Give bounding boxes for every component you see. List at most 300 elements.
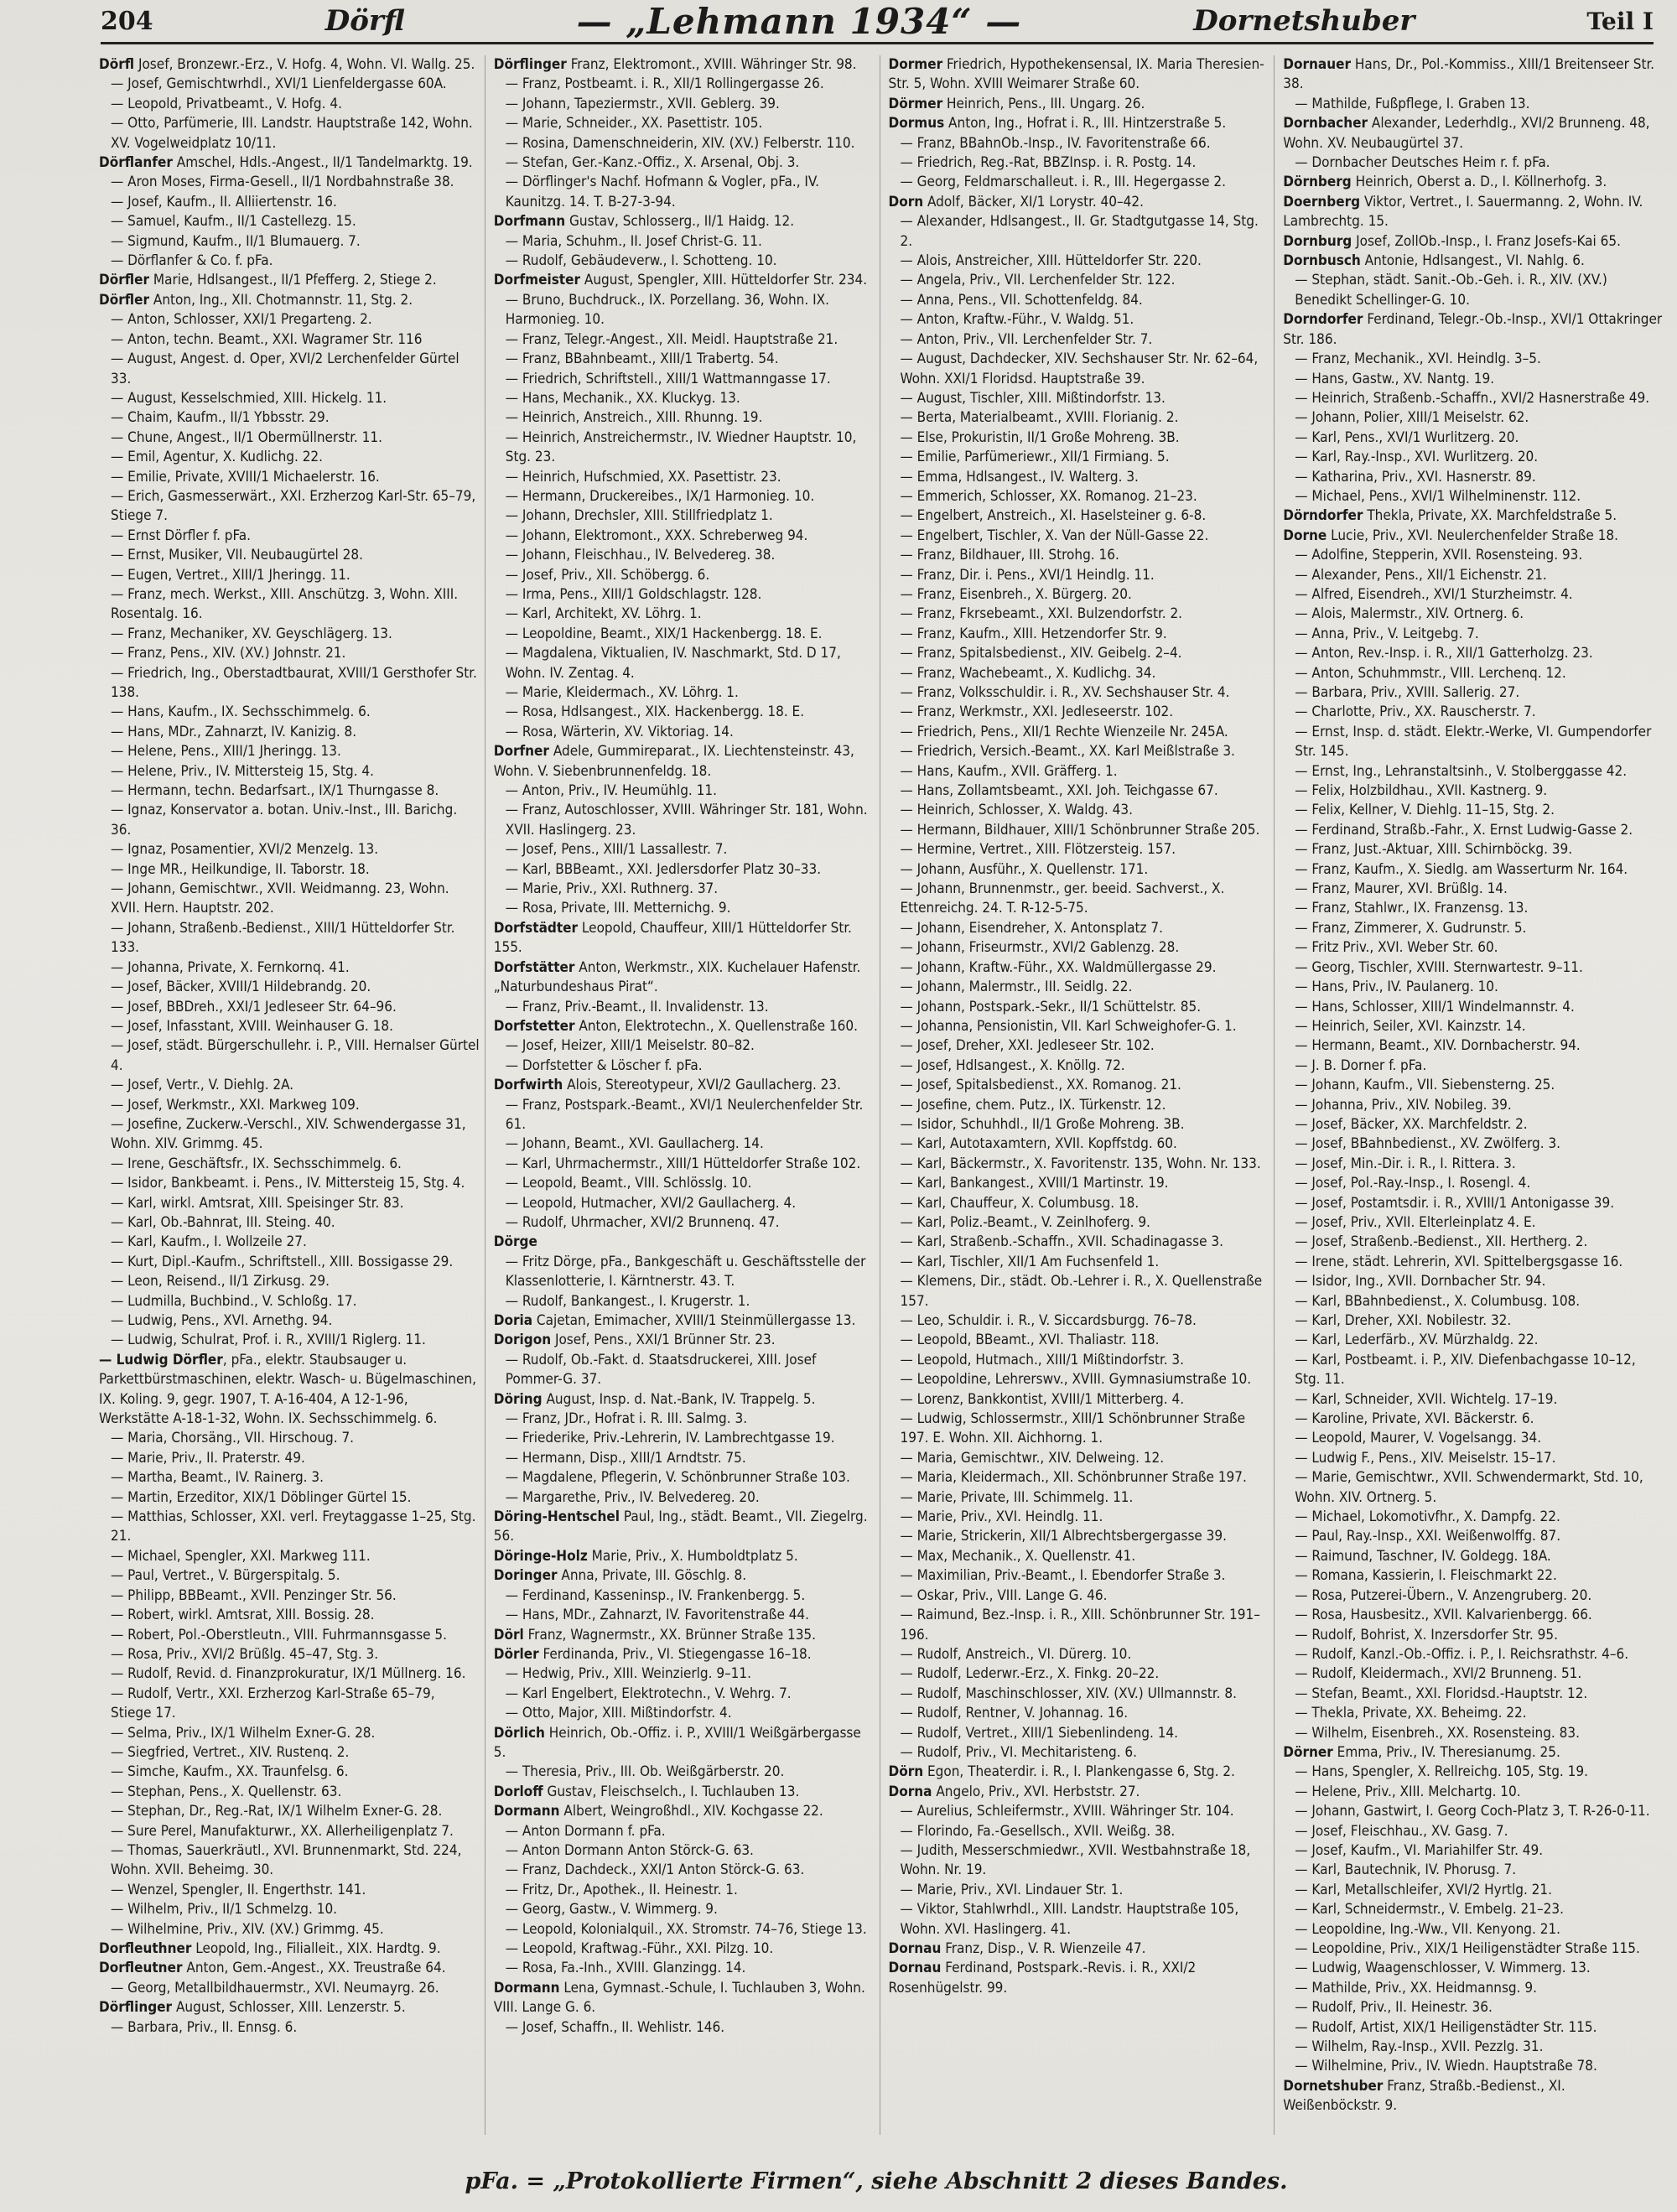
directory-entry — [1283, 1743, 1664, 1763]
entry-text: — Magdalena, Viktualien, IV. Naschmarkt, Std. D 17, Wohn. IV. Zentag. 4. — [505, 645, 841, 682]
directory-entry — [1283, 1096, 1664, 1115]
directory-entry — [494, 75, 875, 94]
directory-entry — [99, 153, 480, 173]
entry-text: — Josef, Kaufm., VI. Mariahilfer Str. 49. — [1295, 1841, 1544, 1859]
directory-entry — [1283, 1135, 1664, 1154]
directory-entry — [99, 95, 480, 114]
directory-entry — [1283, 781, 1664, 801]
directory-entry — [99, 1174, 480, 1193]
entry-text: — Hans, Priv., IV. Paulanerg. 10. — [1295, 979, 1498, 996]
entry-text: — Karl, Ray.-Insp., XVI. Wurlitzerg. 20. — [1295, 449, 1539, 466]
directory-entry — [494, 1566, 875, 1586]
entry-text: — Alois, Malermstr., XIV. Ortnerg. 6. — [1295, 605, 1524, 623]
entry-text: Anton, Ing., Hofrat i. R., III. Hintzerstraße 5. — [944, 115, 1227, 132]
directory-entry — [1283, 1449, 1664, 1468]
directory-entry — [494, 1645, 875, 1664]
entry-text: — Otto, Major, XIII. Mißtindorfstr. 4. — [505, 1705, 732, 1722]
entry-text: — Josef, Hdlsangest., X. Knöllg. 72. — [900, 1057, 1125, 1074]
entry-text: — Karl, wirkl. Amtsrat, XIII. Speisinger Str. 83. — [111, 1194, 404, 1212]
entry-text: — Johann, Brunnenmstr., ger. beeid. Sachverst., X. Ettenreichg. 24. T. R-12-5-75. — [900, 880, 1225, 917]
directory-entry — [99, 1998, 480, 2017]
directory-entry — [1283, 1292, 1664, 1311]
entry-surname: Dorfwirth — [493, 1077, 563, 1094]
entry-text: — Hans, Kaufm., IX. Sechsschimmelg. 6. — [111, 704, 371, 721]
entry-text: — Martha, Beamt., IV. Rainerg. 3. — [111, 1469, 324, 1487]
entry-text: — Paul, Ray.-Insp., XXI. Weißenwolffg. 87. — [1295, 1528, 1561, 1545]
directory-entry — [1283, 605, 1664, 624]
entry-text: — Franz, Fkrsebeamt., XXI. Bulzendorfstr. 2. — [900, 605, 1183, 623]
page-header — [101, 0, 1654, 42]
entry-text: — Franz, Priv.-Beamt., II. Invalidenstr. 13. — [505, 998, 769, 1015]
entry-text: Franz, Wagnermstr., XX. Brünner Straße 135. — [523, 1626, 817, 1643]
entry-text: — Rosa, Putzerei-Übern., V. Anzengruberg. 20. — [1295, 1586, 1592, 1604]
directory-entry — [889, 1155, 1269, 1174]
entry-text: — Johann, Gemischtwr., XVII. Weidmanng. 23, Wohn. XVII. Hern. Hauptstr. 202. — [111, 880, 449, 917]
directory-entry — [494, 330, 875, 350]
directory-entry — [99, 408, 480, 428]
directory-entry — [889, 1566, 1269, 1586]
directory-entry — [99, 252, 480, 271]
entry-surname: Dorn — [888, 193, 924, 210]
entry-text: — Josef, städt. Bürgerschullehr. i. P., VIII. Hernalser Gürtel 4. — [111, 1037, 480, 1074]
entry-text: — Ferdinand, Kasseninsp., IV. Frankenbergg. 5. — [505, 1586, 806, 1604]
entry-text: — Friedrich, Reg.-Rat, BBZInsp. i. R. Postg. 14. — [900, 154, 1197, 172]
directory-entry — [494, 408, 875, 428]
entry-text: — Aron Moses, Firma-Gesell., II/1 Nordbahnstraße 38. — [111, 174, 454, 191]
directory-entry — [99, 664, 480, 704]
entry-text: — Leopoldine, Beamt., XIX/1 Hackenbergg. 18. E. — [505, 625, 823, 642]
directory-entry — [889, 821, 1269, 840]
entry-text: — Erich, Gasmesserwärt., XXI. Erzherzog Karl-Str. 65–79, Stiege 7. — [111, 487, 476, 525]
directory-entry — [494, 468, 875, 487]
entry-text: — Leopoldine, Priv., XIX/1 Heiligenstädter Straße 115. — [1295, 1940, 1640, 1957]
directory-entry — [1283, 860, 1664, 880]
entry-text: — Marie, Priv., XVI. Heindlg. 11. — [900, 1508, 1103, 1526]
entry-text: — Rudolf, Gebäudeverw., I. Schotteng. 10. — [505, 252, 777, 270]
directory-entry — [99, 1194, 480, 1213]
entry-text: Amschel, Hdls.-Angest., II/1 Tandelmarktg. 19. — [172, 154, 473, 172]
entry-text: — Johann, Tapeziermstr., XVII. Geblerg. 39. — [505, 95, 780, 112]
directory-entry — [99, 998, 480, 1017]
directory-entry — [1283, 1861, 1664, 1880]
entry-text: Cajetan, Emimacher, XVIII/1 Steinmüllergasse 13. — [532, 1312, 856, 1329]
directory-entry — [1283, 978, 1664, 997]
directory-entry — [494, 1488, 875, 1508]
entry-text: — Franz, Telegr.-Angest., XII. Meidl. Hauptstraße 21. — [505, 330, 838, 348]
entry-text: — Raimund, Taschner, IV. Goldegg. 18A. — [1295, 1547, 1551, 1565]
directory-entry — [1283, 1410, 1664, 1429]
entry-text: — Berta, Materialbeamt., XVIII. Florianig. 2. — [900, 409, 1179, 427]
directory-entry — [99, 1017, 480, 1036]
directory-entry — [99, 448, 480, 467]
entry-text: — Anna, Pens., VII. Schottenfeldg. 84. — [900, 291, 1143, 309]
entry-text: — Lorenz, Bankkontist, XVIII/1 Mitterberg. 4. — [900, 1390, 1185, 1408]
directory-entry — [494, 781, 875, 801]
entry-text: — Ferdinand, Straßb.-Fahr., X. Ernst Ludwig-Gasse 2. — [1295, 821, 1633, 839]
directory-entry — [1283, 193, 1664, 232]
directory-entry — [889, 1370, 1269, 1389]
directory-entry — [494, 958, 875, 998]
entry-text: — Johanna, Private, X. Fernkornq. 41. — [111, 958, 350, 976]
entry-text: — Max, Mechanik., X. Quellenstr. 41. — [900, 1547, 1136, 1565]
directory-entry — [1283, 625, 1664, 644]
entry-text: — Franz, Kaufm., X. Siedlg. am Wasserturm Nr. 164. — [1295, 860, 1628, 878]
entry-text: — Ludwig, Waagenschlosser, V. Wimmerg. 13. — [1295, 1960, 1591, 1977]
entry-surname: Dörndorfer — [1283, 507, 1363, 525]
entry-text: — Florindo, Fa.-Gesellsch., XVII. Weißg. 38. — [900, 1822, 1176, 1840]
entry-text: — Rudolf, Ob.-Fakt. d. Staatsdruckerei, XIII. Josef Pommer-G. 37. — [505, 1351, 817, 1389]
directory-entry — [889, 1743, 1269, 1763]
directory-entry — [889, 153, 1269, 173]
entry-text: — Josef, Bäcker, XX. Marchfeldstr. 2. — [1295, 1115, 1528, 1133]
entry-text: — Hans, Spengler, X. Rellreichg. 105, Stg. 19. — [1295, 1763, 1588, 1781]
directory-entry — [1283, 919, 1664, 938]
directory-entry — [889, 703, 1269, 722]
directory-entry — [1283, 1057, 1664, 1076]
entry-text: — Rosa, Wärterin, XV. Viktoriag. 14. — [505, 723, 734, 740]
entry-text: — Georg, Feldmarschalleut. i. R., III. Hegergasse 2. — [900, 174, 1226, 191]
directory-entry — [1283, 546, 1664, 565]
entry-surname: Doringer — [493, 1567, 558, 1585]
directory-entry — [99, 958, 480, 978]
directory-entry — [1283, 2018, 1664, 2038]
entry-text: — Rudolf, Kleidermach., XVI/2 Brunneng. 51. — [1295, 1665, 1582, 1683]
directory-entry — [99, 1233, 480, 1252]
entry-text: Viktor, Vertret., I. Sauermanng. 2, Wohn. IV. Lambrechtg. 15. — [1283, 193, 1643, 231]
directory-entry — [99, 2018, 480, 2038]
directory-entry — [889, 938, 1269, 958]
entry-text: — Georg, Tischler, XVIII. Sternwartestr. 9–11. — [1295, 958, 1583, 976]
entry-surname: Dorndorfer — [1283, 311, 1363, 329]
directory-entry — [494, 1822, 875, 1841]
directory-entry — [1283, 723, 1664, 762]
entry-text: — Rudolf, Priv., VI. Mechitaristeng. 6. — [900, 1743, 1137, 1761]
directory-entry — [1283, 1194, 1664, 1213]
directory-entry — [494, 1881, 875, 1900]
entry-text: Franz, Disp., V. R. Wienzeile 47. — [941, 1940, 1146, 1957]
directory-entry — [889, 1272, 1269, 1311]
directory-entry — [889, 978, 1269, 997]
entry-text: — Franz, Zimmerer, X. Gudrunstr. 5. — [1295, 919, 1527, 937]
entry-surname: Dormus — [888, 115, 945, 132]
directory-entry — [1283, 408, 1664, 428]
directory-entry — [99, 1488, 480, 1508]
directory-entry — [99, 193, 480, 212]
directory-entry — [889, 448, 1269, 467]
directory-entry — [1283, 506, 1664, 526]
directory-entry — [889, 1311, 1269, 1331]
entry-text: — Marie, Strickerin, XII/1 Albrechtsbergergasse 39. — [900, 1528, 1227, 1545]
entry-text: — Karl, Bautechnik, IV. Phorusg. 7. — [1295, 1862, 1517, 1879]
entry-text: Alexander, Lederhdlg., XVI/2 Brunneng. 48, Wohn. XV. Neubaugürtel 37. — [1283, 115, 1650, 152]
directory-entry — [99, 1547, 480, 1566]
directory-entry — [99, 1508, 480, 1547]
directory-entry — [494, 1213, 875, 1233]
directory-entry — [99, 1920, 480, 1939]
entry-text: — Franz, Wachebeamt., X. Kudlichg. 34. — [900, 664, 1156, 682]
directory-entry — [99, 389, 480, 408]
directory-entry — [99, 1076, 480, 1095]
entry-text: — Leopold, Privatbeamt., V. Hofg. 4. — [111, 95, 342, 112]
entry-text: — Stefan, Beamt., XXI. Floridsd.-Hauptstr. 12. — [1295, 1685, 1588, 1702]
entry-text: — Hedwig, Priv., XIII. Weinzierlg. 9–11. — [505, 1665, 751, 1683]
entry-text: — Rudolf, Revid. d. Finanzprokuratur, IX/1 Müllnerg. 16. — [111, 1665, 466, 1683]
entry-text: — Franz, Werkmstr., XXI. Jedleseerstr. 102. — [900, 704, 1174, 721]
entry-text: — Hans, MDr., Zahnarzt, IV. Kanizig. 8. — [111, 723, 357, 740]
entry-text: — Anna, Priv., V. Leitgebg. 7. — [1295, 625, 1479, 642]
entry-text: — August, Angest. d. Oper, XVI/2 Lerchenfelder Gürtel 33. — [111, 350, 459, 387]
entry-text: — Karl, Kaufm., I. Wollzeile 27. — [111, 1233, 307, 1251]
entry-text: — Dörflanfer & Co. f. pFa. — [111, 252, 273, 270]
directory-entry — [99, 527, 480, 546]
directory-entry — [1283, 762, 1664, 781]
directory-entry — [889, 55, 1269, 95]
entry-surname: Dorfner — [493, 743, 549, 761]
entry-text: — Dornbacher Deutsches Heim r. f. pFa. — [1295, 154, 1550, 172]
entry-text: — Josef, Spitalsbedienst., XX. Romanog. 21. — [900, 1077, 1181, 1094]
directory-entry — [494, 742, 875, 781]
entry-text: — Josef, Pol.-Ray.-Insp., I. Rosengl. 4. — [1295, 1175, 1531, 1192]
entry-text: — Anton, Schuhmmstr., VIII. Lerchenq. 12. — [1295, 664, 1566, 682]
directory-entry — [889, 880, 1269, 919]
entry-text: — Leopold, Hutmach., XIII/1 Mißtindorfstr. 3. — [900, 1351, 1184, 1368]
column-4 — [1283, 55, 1669, 2135]
entry-text: — August, Tischler, XIII. Mißtindorfstr. 13. — [900, 389, 1166, 407]
entry-text: — Philipp, BBBeamt., XVII. Penzinger Str. 56. — [111, 1586, 397, 1604]
entry-text: — Helene, Pens., XIII/1 Jheringg. 13. — [111, 743, 341, 761]
directory-entry — [889, 546, 1269, 565]
directory-entry — [494, 1626, 875, 1645]
header-rule — [101, 42, 1654, 44]
directory-entry — [99, 1841, 480, 1881]
entry-text: — Anton Dormann Anton Störck-G. 63. — [505, 1841, 754, 1859]
entry-text: — Rudolf, Vertr., XXI. Erzherzog Karl-Straße 65–79, Stiege 17. — [111, 1685, 435, 1722]
entry-text: — Rosina, Damenschneiderin, XIV. (XV.) Felberstr. 110. — [505, 134, 855, 152]
entry-surname: Döring-Hentschel — [493, 1508, 620, 1526]
directory-entry — [99, 1586, 480, 1606]
directory-entry — [889, 1488, 1269, 1508]
entry-surname: Dörflinger — [493, 56, 567, 73]
entry-text: Josef, Pens., XXI/1 Brünner Str. 23. — [551, 1332, 776, 1349]
directory-entry — [889, 330, 1269, 350]
entry-surname: Dörflanfer — [99, 154, 173, 172]
entry-text: — Karl, Schneider, XVII. Wichtelg. 17–19. — [1295, 1390, 1558, 1408]
entry-text: — Michael, Pens., XVI/1 Wilhelminenstr. 112. — [1295, 487, 1581, 505]
entry-text: — Heinrich, Schlosser, X. Waldg. 43. — [900, 802, 1133, 819]
entry-text: — Marie, Priv., XVI. Lindauer Str. 1. — [900, 1881, 1124, 1898]
directory-entry — [494, 1763, 875, 1782]
entry-text: — Friederike, Priv.-Lehrerin, IV. Lambrechtgasse 19. — [505, 1430, 835, 1447]
entry-text: — Anton, Kraftw.-Führ., V. Waldg. 51. — [900, 311, 1134, 329]
entry-text: — Judith, Messerschmiedwr., XVII. Westbahnstraße 18, Wohn. Nr. 19. — [900, 1841, 1251, 1879]
volume-label: Teil I — [1586, 7, 1654, 35]
directory-entry — [1283, 683, 1664, 703]
entry-text: — Hans, MDr., Zahnarzt, IV. Favoritenstraße 44. — [505, 1607, 810, 1624]
directory-entry — [494, 487, 875, 506]
entry-text: Hans, Dr., Pol.-Kommiss., XIII/1 Breitenseer Str. 38. — [1283, 56, 1655, 93]
directory-entry — [1283, 1508, 1664, 1527]
entry-text: — Karl, Bäckermstr., X. Favoritenstr. 135, Wohn. Nr. 133. — [900, 1155, 1261, 1172]
entry-text: — Chune, Angest., II/1 Obermüllnerstr. 11. — [111, 428, 382, 446]
entry-text: — Karl, Poliz.-Beamt., V. Zeinlhoferg. 9. — [900, 1213, 1150, 1231]
entry-text: — Hans, Schlosser, XIII/1 Windelmannstr. 4. — [1295, 998, 1575, 1015]
directory-entry — [494, 1311, 875, 1331]
entry-text: — Ignaz, Posamentier, XVI/2 Menzelg. 13. — [111, 841, 379, 859]
directory-entry — [889, 1685, 1269, 1704]
directory-entry — [889, 1586, 1269, 1606]
entry-text: — Angela, Priv., VII. Lerchenfelder Str. 122. — [900, 272, 1176, 289]
entry-surname: Dörflinger — [99, 1999, 173, 2017]
entry-text: — Ignaz, Konservator a. botan. Univ.-Inst., III. Barichg. 36. — [111, 802, 458, 839]
header-first-entry: Dörfl — [324, 4, 405, 38]
entry-text: — Dörflinger's Nachf. Hofmann & Vogler, pFa., IV. Kaunitzg. 14. T. B-27-3-94. — [505, 174, 820, 210]
directory-entry — [889, 95, 1269, 114]
directory-entry — [99, 1645, 480, 1664]
directory-entry — [99, 173, 480, 192]
entry-text: — Johann, Kaufm., VII. Siebensterng. 25. — [1295, 1077, 1555, 1094]
directory-entry — [494, 389, 875, 408]
directory-entry — [889, 1664, 1269, 1684]
entry-text: — Hermann, Beamt., XIV. Dornbacherstr. 94. — [1295, 1037, 1581, 1055]
entry-text: — Josef, Heizer, XIII/1 Meiselstr. 80–82. — [505, 1037, 755, 1055]
entry-surname: Dormann — [493, 1803, 560, 1820]
directory-entry — [889, 1841, 1269, 1881]
entry-surname: Dörner — [1283, 1743, 1333, 1761]
directory-entry — [99, 1036, 480, 1076]
entry-text: — Anton, Rev.-Insp. i. R., XII/1 Gatterholzg. 23. — [1295, 645, 1593, 662]
entry-text: — Otto, Parfümerie, III. Landstr. Hauptstraße 142, Wohn. XV. Vogelweidplatz 10/11. — [111, 115, 473, 152]
entry-text: — Alexander, Pens., XII/1 Eichenstr. 21. — [1295, 566, 1547, 584]
entry-text: — Franz, BBahnbeamt., XIII/1 Trabertg. 54. — [505, 350, 779, 368]
directory-entry — [494, 880, 875, 899]
directory-entry — [889, 1802, 1269, 1821]
directory-entry — [99, 1959, 480, 1978]
entry-text: — Ludwig, Schlossermstr., XIII/1 Schönbrunner Straße 197. E. Wohn. XII. Aichhorng. 1. — [900, 1410, 1246, 1447]
directory-entry — [494, 1959, 875, 1978]
entry-surname: Dorfstätter — [493, 958, 575, 976]
directory-entry — [1283, 1685, 1664, 1704]
entry-text: Friedrich, Hypothekensensal, IX. Maria Theresien-Str. 5, Wohn. XVIII Weimarer Straße 60. — [888, 56, 1264, 93]
directory-entry — [1283, 95, 1664, 114]
entry-text: — Josef, Fleischhau., XV. Gasg. 7. — [1295, 1822, 1508, 1840]
directory-entry — [494, 919, 875, 958]
entry-surname: Doria — [493, 1312, 533, 1329]
entry-text: — Ludmilla, Buchbind., V. Schloßg. 17. — [111, 1292, 357, 1310]
directory-entry — [99, 840, 480, 859]
directory-entry — [1283, 1036, 1664, 1056]
entry-text: — Heinrich, Seiler, XVI. Kainzstr. 14. — [1295, 1017, 1526, 1035]
entry-text: — Georg, Metallbildhauermstr., XVI. Neumayrg. 26. — [111, 1979, 439, 1997]
directory-entry — [494, 899, 875, 918]
directory-entry — [494, 232, 875, 252]
entry-text: — Johann, Elektromont., XXX. Schreberweg 94. — [505, 527, 808, 544]
column-3 — [889, 55, 1275, 2135]
entry-surname: Doernberg — [1283, 193, 1361, 210]
entry-text: — Rosa, Private, III. Metternichg. 9. — [505, 900, 731, 917]
directory-entry — [494, 1351, 875, 1390]
directory-entry — [1283, 527, 1664, 546]
entry-text: — Siegfried, Vertret., XIV. Rustenq. 2. — [111, 1743, 350, 1761]
entry-surname: Dormann — [493, 1979, 560, 1997]
directory-entry — [1283, 899, 1664, 918]
entry-text: Anton, Elektrotechn., X. Quellenstraße 160. — [574, 1017, 858, 1035]
directory-entry — [1283, 1547, 1664, 1566]
entry-text: — Eugen, Vertret., XIII/1 Jheringg. 11. — [111, 566, 350, 584]
entry-text: — Matthias, Schlosser, XXI. verl. Freytaggasse 1–25, Stg. 21. — [111, 1508, 476, 1545]
directory-entry — [494, 1841, 875, 1861]
entry-text: — Karl, Metallschleifer, XVI/2 Hyrtlg. 21. — [1295, 1881, 1552, 1898]
directory-entry — [889, 1822, 1269, 1841]
entry-text: — Karl, Chauffeur, X. Columbusg. 18. — [900, 1194, 1140, 1212]
entry-text: — Chaim, Kaufm., II/1 Ybbsstr. 29. — [111, 409, 330, 427]
entry-text: — Maria, Schuhm., II. Josef Christ-G. 11. — [505, 232, 762, 250]
directory-entry — [494, 55, 875, 75]
directory-entry — [889, 723, 1269, 742]
entry-text: — Franz, Dir. i. Pens., XVI/1 Heindlg. 11. — [900, 566, 1155, 584]
entry-surname: Dörl — [493, 1626, 524, 1643]
directory-entry — [889, 350, 1269, 389]
directory-entry — [889, 1881, 1269, 1900]
entry-text: — Hans, Kaufm., XVII. Gräfferg. 1. — [900, 762, 1118, 780]
entry-text: — Katharina, Priv., XVI. Hasnerstr. 89. — [1295, 468, 1536, 485]
directory-entry — [889, 1547, 1269, 1566]
entry-text: August, Schlosser, XIII. Lenzerstr. 5. — [172, 1999, 406, 2017]
entry-text: — Hans, Mechanik., XX. Kluckyg. 13. — [505, 389, 740, 407]
entry-text: — Karl, Architekt, XV. Löhrg. 1. — [505, 605, 702, 623]
directory-entry — [494, 1017, 875, 1036]
entry-text: — Bruno, Buchdruck., IX. Porzellang. 36, Wohn. IX. Harmonieg. 10. — [505, 291, 829, 329]
entry-text: — Johann, Postspark.-Sekr., II/1 Schüttelstr. 85. — [900, 998, 1202, 1015]
directory-entry — [494, 605, 875, 624]
directory-entry — [1283, 1626, 1664, 1645]
directory-entry — [494, 212, 875, 231]
entry-text: — Rudolf, Kanzl.-Ob.-Offiz. i. P., I. Reichsrathstr. 4–6. — [1295, 1645, 1629, 1663]
entry-text: — Wilhelmine, Priv., XIV. (XV.) Grimmg. 45. — [111, 1920, 384, 1938]
entry-text: — Fritz, Dr., Apothek., II. Heinestr. 1. — [505, 1881, 738, 1898]
directory-entry — [494, 291, 875, 330]
directory-entry — [889, 625, 1269, 644]
directory-entry — [1283, 664, 1664, 683]
directory-entry — [1283, 1174, 1664, 1193]
directory-entry — [1283, 1253, 1664, 1272]
directory-entry — [494, 1508, 875, 1547]
entry-text: — Maria, Gemischtwr., XIV. Delweing. 12. — [900, 1449, 1165, 1467]
directory-entry — [889, 683, 1269, 703]
entry-text: Adolf, Bäcker, XI/1 Lorystr. 40–42. — [923, 193, 1144, 210]
entry-text: — Irma, Pens., XIII/1 Goldschlagstr. 128. — [505, 585, 762, 603]
directory-entry — [494, 1096, 875, 1135]
entry-surname: Dorne — [1283, 527, 1327, 544]
directory-entry — [889, 1233, 1269, 1252]
entry-text: — Leopoldine, Ing.-Ww., VII. Kenyong. 21. — [1295, 1920, 1561, 1938]
directory-entry — [99, 75, 480, 94]
directory-entry — [99, 1763, 480, 1782]
entry-text: — Rudolf, Anstreich., VI. Dürerg. 10. — [900, 1645, 1132, 1663]
entry-surname: Dorloff — [493, 1783, 543, 1800]
entry-text: Anton, Ing., XII. Chotmannstr. 11, Stg. 2. — [149, 291, 413, 309]
directory-entry — [99, 1802, 480, 1821]
directory-entry — [494, 370, 875, 389]
directory-entry — [494, 703, 875, 722]
directory-entry — [889, 1449, 1269, 1468]
entry-text: — Emilie, Private, XVIII/1 Michaelerstr. 16. — [111, 468, 380, 485]
directory-entry — [1283, 1076, 1664, 1095]
entry-surname: Dörfl — [99, 56, 135, 73]
entry-text: — Fritz Priv., XVI. Weber Str. 60. — [1295, 939, 1498, 957]
directory-entry — [1283, 1213, 1664, 1233]
directory-entry — [889, 1468, 1269, 1488]
entry-text: Anton, Werkmstr., XIX. Kuchelauer Hafenstr. „Naturbundeshaus Pirat“. — [493, 958, 861, 996]
